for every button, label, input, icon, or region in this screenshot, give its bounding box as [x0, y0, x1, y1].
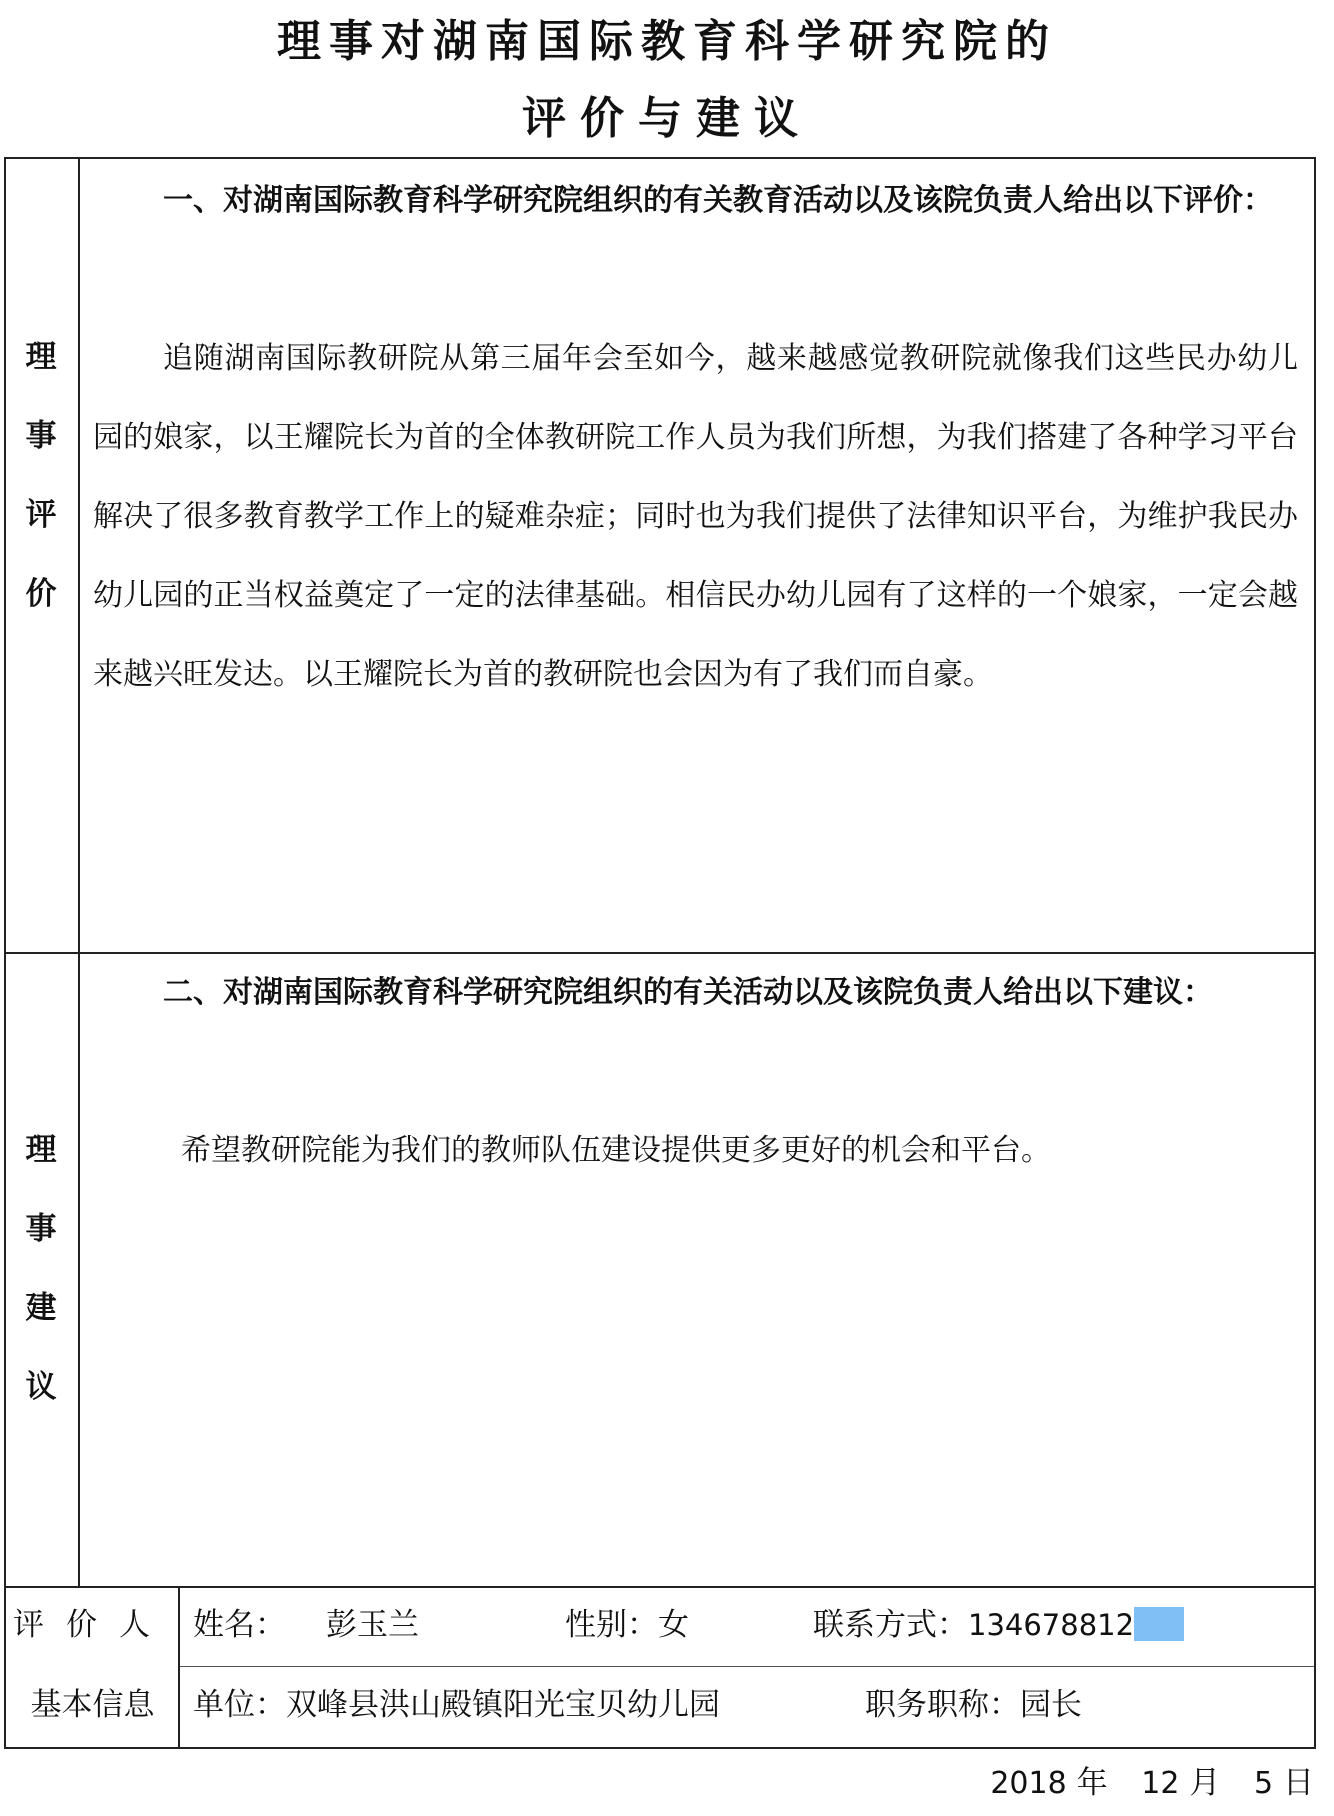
evaluation-label-char: 价	[25, 576, 57, 612]
position-field	[865, 1666, 1082, 1745]
name-label: 姓名：	[193, 1607, 286, 1643]
redaction-mark	[1134, 1607, 1184, 1641]
gender-label: 性别：	[565, 1607, 658, 1643]
evaluation-heading: 一、对湖南国际教育科学研究院组织的有关教育活动以及该院负责人给出以下评价：	[163, 183, 1273, 218]
evaluation-section-label	[4, 318, 78, 634]
date-year: 2018	[990, 1766, 1067, 1801]
table-top-border	[4, 157, 1316, 159]
suggestion-label-char: 建	[25, 1290, 57, 1326]
document-title-line1: 理事对湖南国际教育科学研究院的	[277, 16, 1057, 67]
unit-value: 双峰县洪山殿镇阳光宝贝幼儿园	[286, 1687, 720, 1723]
unit-label: 单位：	[193, 1687, 286, 1723]
date-day-unit: 日	[1283, 1765, 1314, 1801]
label-column-divider	[78, 157, 80, 1587]
suggestion-section-label	[4, 1111, 78, 1427]
suggestion-label-char: 事	[25, 1211, 57, 1247]
date-month: 12	[1141, 1766, 1180, 1801]
document-title-line2: 评价与建议	[522, 93, 812, 144]
date-day: 5	[1254, 1766, 1274, 1801]
document-date	[990, 1758, 1314, 1809]
table-right-border	[1314, 157, 1316, 1749]
name-field	[193, 1586, 419, 1665]
date-year-unit: 年	[1076, 1765, 1108, 1801]
contact-value: 134678812	[968, 1608, 1135, 1642]
name-value: 彭玉兰	[326, 1607, 419, 1643]
suggestion-label-char: 理	[25, 1132, 57, 1168]
evaluation-body: 追随湖南国际教研院从第三届年会至如今，越来越感觉教研院就像我们这些民办幼儿园的娘家，以王耀院长为首的全体教研院工作人员为我们所想，为我们搭建了各种学习平台解决了很多教育教学工作上的疑难杂症；同时也为我们提供了法律知识平台，为维护我民办幼儿园的正当权益奠定了一定的法律基础。相信民办幼儿园有了这样的一个娘家，一定会越来越兴旺发达。以王耀院长为首的教研院也会因为有了我们而自豪。	[93, 341, 1298, 692]
info-label-divider	[178, 1586, 180, 1748]
suggestion-label-char: 议	[25, 1369, 57, 1405]
gender-value: 女	[658, 1607, 689, 1643]
suggestion-heading: 二、对湖南国际教育科学研究院组织的有关活动以及该院负责人给出以下建议：	[163, 975, 1213, 1010]
evaluation-label-char: 理	[25, 339, 57, 375]
date-month-unit: 月	[1189, 1765, 1221, 1801]
evaluator-label	[10, 1586, 175, 1665]
contact-label: 联系方式：	[813, 1607, 968, 1643]
unit-field	[193, 1666, 720, 1745]
contact-field	[813, 1586, 1184, 1665]
evaluator-label-text: 评价人	[13, 1607, 172, 1643]
evaluation-label-char: 评	[25, 497, 57, 533]
gender-field	[565, 1586, 689, 1665]
basic-info-label: 基本信息	[30, 1687, 155, 1723]
suggestion-body: 希望教研院能为我们的教师队伍建设提供更多更好的机会和平台。	[181, 1133, 1051, 1168]
evaluation-label-char: 事	[25, 418, 57, 454]
position-label: 职务职称：	[865, 1687, 1020, 1723]
table-bottom-border	[4, 1747, 1316, 1749]
position-value: 园长	[1020, 1687, 1082, 1723]
